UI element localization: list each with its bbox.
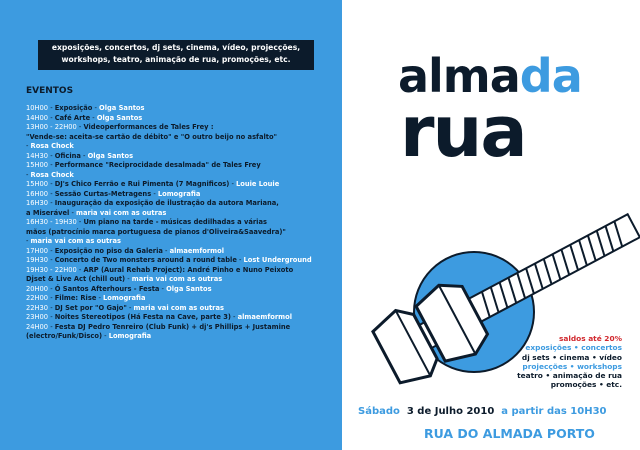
event-host: almaemformol [169,246,225,255]
place-name: RUA DO ALMADA PORTO [424,426,595,441]
event-description: Djset & Live Act (chill out) [26,275,126,283]
logo-da: da [519,49,582,103]
event-description: Exposição no piso da Galeria [54,246,163,255]
event-row [26,133,336,143]
event-description: Ó Santos Afterhours - Festa [54,284,160,293]
event-time: 16H30 - 19H30 [26,218,77,226]
event-description: Sessão Curtas-Metragens [54,189,152,198]
event-host: Olga Santos [96,113,143,122]
event-row: 13H00 - 22H00 - Videoperformances de Tales Frey : [26,123,214,131]
promo-line: exposições • concertos [525,343,622,353]
event-description: Concerto de Two monsters around a round table [54,256,237,264]
event-time: 10H00 [26,104,49,112]
event-host: Olga Santos [166,284,212,293]
event-time: 23H00 [26,313,49,321]
event-row: 16H30 - Inauguração da exposição de ilustração da autora Mariana, [26,199,279,207]
event-description: Um piano na tarde - músicas dedilhadas a várias [83,218,267,226]
event-row: - Rosa Chock [26,170,74,179]
event-host: maria vai com as outras [30,237,121,245]
event-time: 19H30 - 22H00 [26,265,77,274]
event-row: - maria vai com as outras [26,237,121,245]
event-description: Videoperformances de Tales Frey : [83,123,214,131]
event-host: Rosa Chock [30,170,74,179]
event-description: DJ's Chico Ferrão e Rui Pimenta (7 Magnificos) [54,180,230,188]
event-description: Café Arte [54,113,91,122]
event-row: Djset & Live Act (chill out) - maria vai com as outras [26,275,223,283]
events-list [26,104,336,342]
event-time: 22H30 [26,303,49,312]
promo-line: promoções • etc. [550,380,622,390]
event-host: Lomografia [103,294,146,302]
event-host: Olga Santos [99,104,145,112]
event-row: (electro/Funk/Disco) - Lomografia [26,332,152,340]
event-row: 14H00 - Café Arte - Olga Santos [26,113,143,122]
event-description: Exposição [54,104,93,112]
event-description: mãos (patrocínio marca portuguesa de pianos d'Oliveira&Saavedra)" [26,227,286,236]
event-host: maria vai com as outras [131,275,223,283]
events-title: EVENTOS [26,86,74,96]
logo [398,49,638,173]
date-line [358,406,638,417]
event-row: 10H00 - Exposição - Olga Santos [26,104,145,112]
event-host: Lomografia [157,189,201,198]
event-description: Oficina [54,151,81,160]
event-row: - Rosa Chock [26,142,74,150]
event-host: Lost Underground [243,256,312,264]
event-row: 17H00 - Exposição no piso da Galeria - almaemformol [26,246,225,255]
event-time: 15H00 [26,161,49,169]
event-row: 15H00 - Performance "Reciprocidade desalmada" de Tales Frey [26,161,261,169]
event-description: (electro/Funk/Disco) [26,332,103,340]
event-row [26,228,336,238]
event-description: Filme: Rise [54,294,97,302]
event-row: a Miserável - maria vai com as outras [26,208,167,217]
event-host: maria vai com as outras [133,303,224,312]
event-host: Rosa Chock [30,142,74,150]
event-time: 20H00 [26,284,49,293]
date-from: a partir das 10H30 [501,406,607,417]
event-host: maria vai com as outras [75,208,167,217]
event-row: 23H00 - Noites Stereotipos (Há Festa na Cave, parte 3) - almaemformol [26,313,293,321]
event-description: DJ Set por "O Gajo" [54,303,127,312]
event-description: Noites Stereotipos (Há Festa na Cave, parte 3) [54,313,231,321]
event-row: 24H00 - Festa DJ Pedro Tenreiro (Club Funk) + dj's Phillips + Justamine [26,322,291,331]
event-time: 16H30 [26,199,49,207]
event-row: 22H30 - DJ Set por "O Gajo" - maria vai com as outras [26,303,224,312]
event-description: Festa DJ Pedro Tenreiro (Club Funk) + dj's Phillips + Justamine [54,322,291,331]
event-time: 15H00 [26,180,49,188]
tagline-line-2: workshops, teatro, animação de rua, promoções, etc. [61,55,291,64]
event-row: 22H00 - Filme: Rise - Lomografia [26,294,146,302]
event-description: ARP (Aural Rehab Project): André Pinho e Nuno Peixoto [83,265,294,274]
logo-rua: rua [400,91,526,173]
event-description: a Miserável [26,208,70,217]
event-row: 16H30 - 19H30 - Um piano na tarde - músicas dedilhadas a várias [26,218,267,226]
event-row: 16H00 - Sessão Curtas-Metragens - Lomografia [26,189,201,198]
event-description: Inauguração da exposição de ilustração da autora Mariana, [54,199,279,207]
date-day: Sábado [358,406,400,417]
event-host: Louie Louie [236,180,280,188]
event-description: Performance "Reciprocidade desalmada" de Tales Frey [54,161,261,169]
logo-alma: alma [398,49,520,103]
event-row: 15H00 - DJ's Chico Ferrão e Rui Pimenta (7 Magnificos) - Louie Louie [26,180,280,188]
event-host: Olga Santos [87,151,134,160]
tagline-line-1: exposições, concertos, dj sets, cinema, vídeo, projecções, [51,43,301,52]
event-host: Lomografia [108,332,152,340]
event-time: 17H00 [26,246,49,255]
event-host: almaemformol [237,313,293,321]
event-time: 24H00 [26,322,49,331]
promo-line: teatro • animação de rua [517,371,622,381]
date-date: 3 de Julho 2010 [406,406,495,417]
event-description: "Vende-se: aceita-se cartão de débito" e "O outro beijo no asfalto" [26,132,278,141]
promo-line: dj sets • cinema • vídeo [521,352,622,362]
event-time: 16H00 [26,189,49,198]
promo-line: saldos até 20% [558,334,622,343]
promo-block [517,334,622,390]
promo-line: projecções • workshops [522,361,622,371]
event-time: 22H00 [26,294,49,302]
event-row: 14H30 - Oficina - Olga Santos [26,151,134,160]
event-time: 13H00 - 22H00 [26,123,77,131]
event-time: 19H30 [26,256,49,264]
event-time: 14H30 [26,151,49,160]
tagline-box [38,40,314,70]
event-row: 19H30 - 22H00 - ARP (Aural Rehab Project): André Pinho e Nuno Peixoto [26,265,294,274]
event-row: 20H00 - Ó Santos Afterhours - Festa - Olga Santos [26,284,212,293]
event-row: 19H30 - Concerto de Two monsters around a round table - Lost Underground [26,256,312,264]
event-time: 14H00 [26,113,49,122]
